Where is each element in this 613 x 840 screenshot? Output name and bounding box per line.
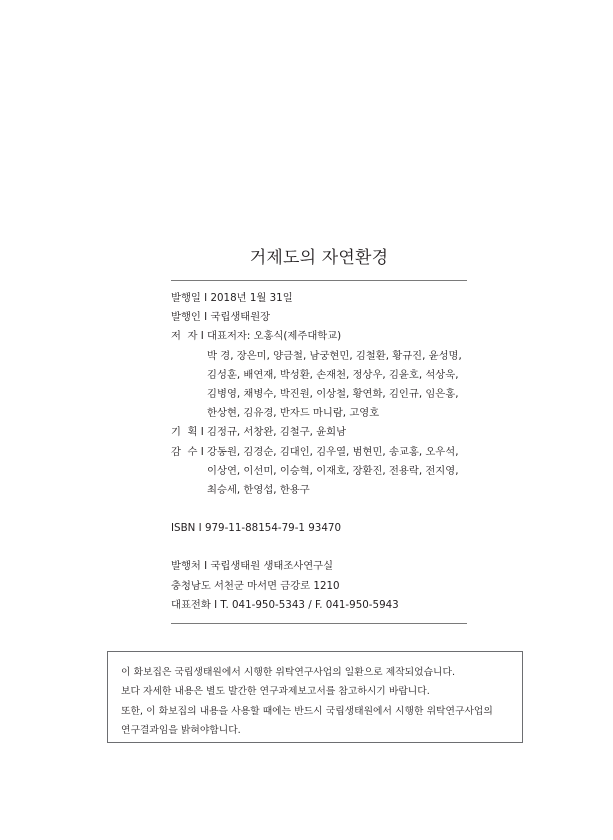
separator: I <box>197 445 208 458</box>
isbn-row <box>171 519 467 538</box>
separator: I <box>195 522 205 535</box>
phone-row <box>171 596 467 615</box>
separator: I <box>210 598 221 611</box>
publishing-office-row <box>171 557 467 576</box>
notice-box <box>107 651 523 743</box>
address: 충청남도 서천군 마서면 금강로 1210 <box>171 579 340 592</box>
separator: I <box>200 560 211 573</box>
separator: I <box>197 330 208 343</box>
spacer <box>171 500 467 519</box>
notice-line: 이 화보집은 국립생태원에서 시행한 위탁연구사업의 일환으로 제작되었습니다. <box>121 667 456 678</box>
authors-row <box>171 327 467 423</box>
address-row <box>171 577 467 596</box>
publish-date-value: 2018년 1월 31일 <box>210 292 293 304</box>
separator: I <box>200 292 211 304</box>
supervision-label: 감 수 <box>171 445 198 458</box>
publishing-office-value: 국립생태원 생태조사연구실 <box>210 560 334 573</box>
publish-date-row <box>171 289 467 308</box>
authors-label: 저 자 <box>171 330 198 343</box>
authors-list <box>207 327 462 423</box>
lead-author: 대표저자: 오홍식(제주대학교) <box>207 330 342 343</box>
bottom-divider <box>171 623 467 624</box>
separator: I <box>197 426 208 439</box>
author-line: 김성훈, 배연재, 박성환, 손재천, 정상우, 김윤호, 석상욱, <box>207 368 459 381</box>
supervisor-line: 최승세, 한영섭, 한용구 <box>207 484 310 497</box>
supervision-list <box>207 443 458 501</box>
phone-label: 대표전화 <box>171 598 211 611</box>
supervisor-line: 강동원, 김경순, 김대인, 김우열, 범현민, 송교홍, 오우석, <box>207 445 459 458</box>
isbn-value: 979-11-88154-79-1 93470 <box>204 522 341 535</box>
author-line: 한상현, 김유경, 반자드 마니람, 고영호 <box>207 407 380 420</box>
title-divider <box>171 280 467 281</box>
isbn-label: ISBN <box>171 522 196 535</box>
planning-row <box>171 423 467 442</box>
separator: I <box>200 311 211 324</box>
author-line: 박 경, 장은미, 양금철, 남궁현민, 김철환, 황규진, 윤성명, <box>207 349 462 362</box>
phone-value: T. 041-950-5343 / F. 041-950-5943 <box>220 598 399 611</box>
planning-label: 기 획 <box>171 426 198 439</box>
book-title: 거제도의 자연환경 <box>249 248 389 268</box>
supervision-row <box>171 443 467 501</box>
publisher-row <box>171 308 467 327</box>
publisher-label: 발행인 <box>171 311 201 324</box>
notice-line: 연구결과임을 밝혀야합니다. <box>121 724 241 736</box>
publish-date-label: 발행일 <box>171 292 201 304</box>
publisher-value: 국립생태원장 <box>210 311 271 324</box>
notice-line: 또한, 이 화보집의 내용을 사용할 때에는 반드시 국립생태원에서 시행한 위탁연구사업의 <box>121 705 493 717</box>
planning-value: 김정규, 서창완, 김철구, 윤희남 <box>207 426 347 439</box>
notice-line: 보다 자세한 내용은 별도 발간한 연구과제보고서를 참고하시기 바랍니다. <box>121 686 430 698</box>
author-line: 김병영, 채병수, 박진원, 이상철, 황연화, 김인규, 임은홍, <box>207 388 459 401</box>
colophon <box>171 246 467 624</box>
publishing-office-label: 발행처 <box>171 560 201 573</box>
publication-info <box>171 289 467 615</box>
spacer <box>171 538 467 557</box>
supervisor-line: 이상연, 이선미, 이승혁, 이재호, 장환진, 전용락, 전지영, <box>207 464 459 477</box>
